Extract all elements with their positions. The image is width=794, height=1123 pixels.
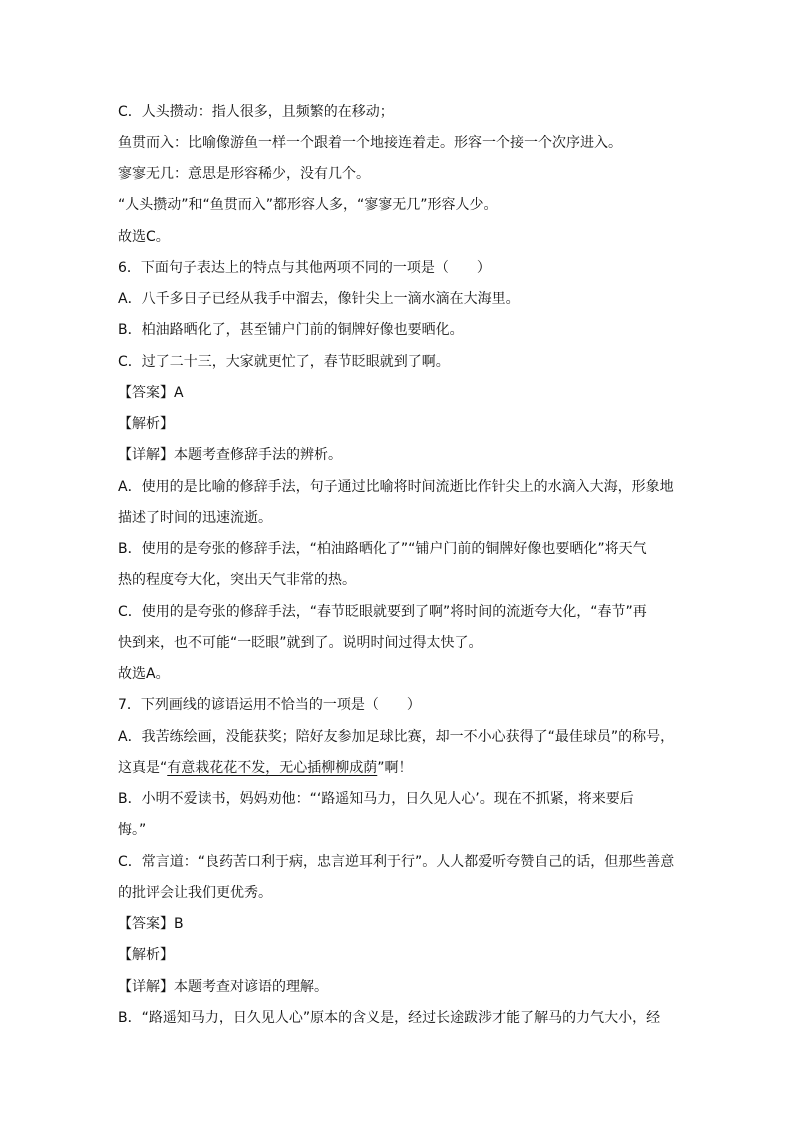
- text-line: 寥寥无几：意思是形容稀少，没有几个。: [118, 166, 370, 182]
- text-line: 故选C。: [118, 229, 170, 245]
- question-7-option-b: B．小明不爱读书，妈妈劝他：“‘路遥知马力，日久见人心’。现在不抓紧，将来要后: [118, 791, 634, 807]
- question-7-option-a-cont: [118, 758, 678, 778]
- text-line: C．人头攒动：指人很多，且频繁的在移动；: [118, 104, 394, 120]
- text-line: C．使用的是夸张的修辞手法，“春节眨眼就要到了啊”将时间的流逝夸大化，“春节”再: [118, 604, 647, 620]
- question-6-option-b: B．柏油路晒化了，甚至铺户门前的铜牌好像也要晒化。: [118, 322, 464, 338]
- text-line: 的批评会让我们更优秀。: [118, 885, 272, 901]
- answer-label: 【答案】A: [118, 385, 184, 401]
- question-7-option-c: C．常言道：“良药苦口利于病，忠言逆耳利于行”。人人都爱听夸赞自己的话，但那些善意: [118, 854, 675, 870]
- question-6-option-c: C．过了二十三，大家就更忙了，春节眨眼就到了啊。: [118, 354, 450, 370]
- analysis-label: 【解析】: [118, 947, 174, 963]
- answer-label: 【答案】B: [118, 916, 184, 932]
- text-line: B．“路遥知马力，日久见人心”原本的含义是，经过长途跋涉才能了解马的力气大小，经: [118, 1010, 661, 1026]
- question-6-stem: 6．下面句子表达上的特点与其他两项不同的一项是（ ）: [118, 260, 491, 276]
- text-line: A．使用的是比喻的修辞手法，句子通过比喻将时间流逝比作针尖上的水滴入大海，形象地: [118, 479, 674, 495]
- text-line: 快到来，也不可能“一眨眼”就到了。说明时间过得太快了。: [118, 635, 483, 651]
- question-7-option-a: A．我苦练绘画，没能获奖；陪好友参加足球比赛，却一不小心获得了“最佳球员”的称号，: [118, 729, 675, 745]
- question-6-option-a: A．八千多日子已经从我手中溜去，像针尖上一滴水滴在大海里。: [118, 291, 520, 307]
- text-line: “人头攒动”和“鱼贯而入”都形容人多，“寥寥无几”形容人少。: [118, 197, 498, 213]
- question-7-stem: 7．下列画线的谚语运用不恰当的一项是（ ）: [118, 697, 421, 713]
- underlined-proverb: 有意栽花花不发，无心插柳柳成荫: [167, 760, 378, 776]
- text-segment: 这真是“: [118, 760, 168, 776]
- text-line: 故选A。: [118, 666, 170, 682]
- text-line: 描述了时间的迅速流逝。: [118, 510, 272, 526]
- text-line: 悔。”: [118, 822, 147, 838]
- detail-label: 【详解】本题考查对谚语的理解。: [118, 979, 328, 995]
- text-line: B．使用的是夸张的修辞手法，“柏油路晒化了”“铺户门前的铜牌好像也要晒化”将天气: [118, 541, 647, 557]
- analysis-label: 【解析】: [118, 416, 174, 432]
- text-line: 热的程度夸大化，突出天气非常的热。: [118, 572, 356, 588]
- text-segment: ”啊！: [377, 760, 413, 776]
- text-line: 鱼贯而入：比喻像游鱼一样一个跟着一个地接连着走。形容一个接一个次序进入。: [118, 135, 622, 151]
- detail-label: 【详解】本题考查修辞手法的辨析。: [118, 447, 342, 463]
